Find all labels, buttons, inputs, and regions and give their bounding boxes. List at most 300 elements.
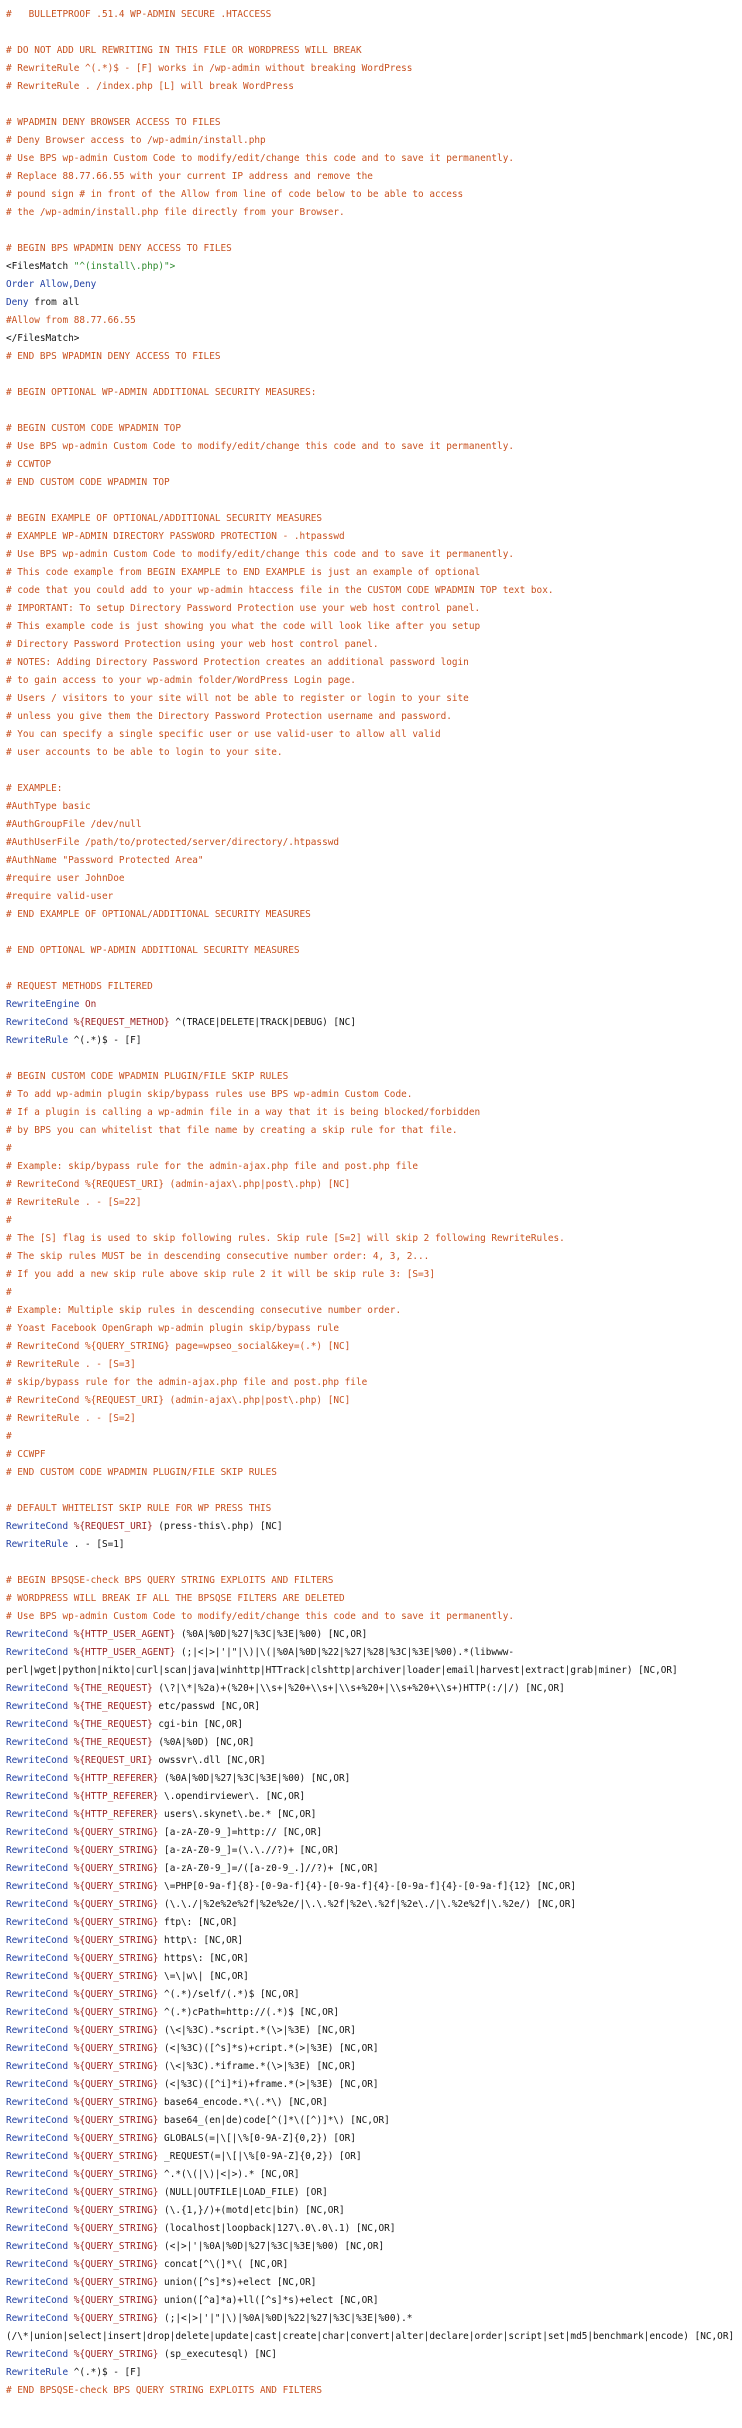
directive-keyword: RewriteCond — [6, 2169, 69, 2180]
directive-pattern: (sp_executesql) [NC] — [158, 2349, 277, 2360]
directive-pattern: https\: [NC,OR] — [158, 1953, 249, 1964]
comment-line — [6, 906, 738, 924]
comment-text: # END BPS WPADMIN DENY ACCESS TO FILES — [6, 351, 221, 362]
comment-line — [6, 348, 738, 366]
directive-keyword: RewriteCond — [6, 1917, 69, 1928]
directive-args: from all — [28, 297, 80, 308]
server-variable: %{THE_REQUEST} — [68, 1701, 153, 1712]
comment-text: #AuthGroupFile /dev/null — [6, 819, 142, 830]
rewrite-directive-line — [6, 1788, 738, 1806]
directive-pattern: [a-zA-Z0-9_]=(\.\.//?)+ [NC,OR] — [158, 1845, 340, 1856]
comment-line — [6, 510, 738, 528]
comment-line — [6, 168, 738, 186]
server-variable: %{HTTP_REFERER} — [68, 1773, 159, 1784]
blank-line — [6, 402, 738, 420]
directive-pattern: ^(.*)$ - [F] — [68, 2367, 142, 2378]
directive-keyword: RewriteCond — [6, 1971, 69, 1982]
server-variable: %{QUERY_STRING} — [68, 2025, 159, 2036]
server-variable: %{THE_REQUEST} — [68, 1683, 153, 1694]
rewrite-directive-line — [6, 1914, 738, 1932]
directive-pattern: ^(.*)$ - [F] — [68, 1035, 142, 1046]
comment-text: # END EXAMPLE OF OPTIONAL/ADDITIONAL SECURITY MEASURES — [6, 909, 311, 920]
comment-line — [6, 672, 738, 690]
server-variable: %{QUERY_STRING} — [68, 2241, 159, 2252]
directive-keyword: RewriteCond — [6, 2313, 69, 2324]
comment-line — [6, 1410, 738, 1428]
rewrite-directive-line — [6, 1716, 738, 1734]
directive-pattern: (\<|%3C).*iframe.*(\>|%3E) [NC,OR] — [158, 2061, 356, 2072]
rewrite-directive-line — [6, 1752, 738, 1770]
directive-keyword: RewriteRule — [6, 2367, 69, 2378]
rewrite-directive-line — [6, 1860, 738, 1878]
comment-line — [6, 1140, 738, 1158]
directive-pattern: ^.*(\(|\)|<|>).* [NC,OR] — [158, 2169, 300, 2180]
rewrite-directive-line — [6, 2202, 738, 2220]
directive-pattern: cgi-bin [NC,OR] — [152, 1719, 244, 1730]
directive-keyword: RewriteCond — [6, 2259, 69, 2270]
comment-line — [6, 78, 738, 96]
comment-text: #AuthUserFile /path/to/protected/server/directory/.htpasswd — [6, 837, 340, 848]
rewrite-engine-line — [6, 996, 738, 1014]
blank-line — [6, 762, 738, 780]
directive-keyword: RewriteCond — [6, 2061, 69, 2072]
code-line — [6, 330, 738, 348]
server-variable: %{QUERY_STRING} — [68, 2115, 159, 2126]
directive-keyword: RewriteCond — [6, 1935, 69, 1946]
comment-text: # Yoast Facebook OpenGraph wp-admin plugin skip/bypass rule — [6, 1323, 340, 1334]
directive-keyword: RewriteCond — [6, 1899, 69, 1910]
directive-pattern: concat[^\(]*\( [NC,OR] — [158, 2259, 289, 2270]
comment-text: # END CUSTOM CODE WPADMIN TOP — [6, 477, 170, 488]
rewrite-directive-line — [6, 2292, 738, 2310]
directive-pattern: . - [S=1] — [68, 1539, 125, 1550]
comment-line — [6, 780, 738, 798]
directive-pattern: (localhost|loopback|127\.0\.0\.1) [NC,OR] — [158, 2223, 396, 2234]
comment-line — [6, 1590, 738, 1608]
directive-keyword: RewriteCond — [6, 2007, 69, 2018]
comment-text: #AuthType basic — [6, 801, 91, 812]
rewrite-directive-line — [6, 1734, 738, 1752]
rewrite-directive-line — [6, 1878, 738, 1896]
rewrite-directive-line — [6, 1626, 738, 1644]
server-variable: %{QUERY_STRING} — [68, 2259, 159, 2270]
comment-text: #require user JohnDoe — [6, 873, 125, 884]
directive-pattern: ^(.*)/self/(.*)$ [NC,OR] — [158, 1989, 300, 2000]
comment-line — [6, 1446, 738, 1464]
rewrite-directive-line — [6, 1950, 738, 1968]
directive-pattern: GLOBALS(=|\[|\%[0-9A-Z]{0,2}) [OR] — [158, 2133, 356, 2144]
comment-line — [6, 1302, 738, 1320]
comment-text: # BEGIN EXAMPLE OF OPTIONAL/ADDITIONAL SECURITY MEASURES — [6, 513, 323, 524]
server-variable: %{QUERY_STRING} — [68, 1989, 159, 2000]
comment-line — [6, 204, 738, 222]
directive-keyword: RewriteCond — [6, 1521, 69, 1532]
directive-keyword: RewriteCond — [6, 2043, 69, 2054]
comment-line — [6, 1284, 738, 1302]
directive-pattern: union([^a]*a)+ll([^s]*s)+elect [NC,OR] — [158, 2295, 379, 2306]
directive-pattern: [a-zA-Z0-9_]=http:// [NC,OR] — [158, 1827, 323, 1838]
comment-line — [6, 384, 738, 402]
server-variable: %{QUERY_STRING} — [68, 1953, 159, 1964]
server-variable: %{REQUEST_URI} — [68, 1755, 153, 1766]
comment-text: # BEGIN CUSTOM CODE WPADMIN PLUGIN/FILE SKIP RULES — [6, 1071, 289, 1082]
rewrite-directive-line — [6, 2040, 738, 2058]
htaccess-code-listing — [6, 6, 738, 2400]
blank-line — [6, 1482, 738, 1500]
comment-line — [6, 942, 738, 960]
comment-text: # To add wp-admin plugin skip/bypass rules use BPS wp-admin Custom Code. — [6, 1089, 413, 1100]
comment-line — [6, 654, 738, 672]
comment-line — [6, 726, 738, 744]
server-variable: %{REQUEST_METHOD} — [68, 1017, 170, 1028]
server-variable: %{QUERY_STRING} — [68, 2043, 159, 2054]
comment-text: # RewriteRule . /index.php [L] will break WordPress — [6, 81, 294, 92]
comment-text: #require valid-user — [6, 891, 114, 902]
filesmatch-pattern: "^(install\.php)"> — [73, 261, 176, 272]
rewrite-directive-line — [6, 2058, 738, 2076]
comment-line — [6, 1572, 738, 1590]
comment-line — [6, 1122, 738, 1140]
comment-line — [6, 2382, 738, 2400]
comment-line — [6, 1176, 738, 1194]
rewrite-directive-line — [6, 2004, 738, 2022]
filesmatch-tag: <FilesMatch — [6, 261, 74, 272]
comment-line — [6, 546, 738, 564]
comment-line — [6, 1356, 738, 1374]
comment-line — [6, 1500, 738, 1518]
comment-line — [6, 690, 738, 708]
comment-text: # user accounts to be able to login to your site. — [6, 747, 283, 758]
directive-keyword: RewriteCond — [6, 1629, 69, 1640]
comment-text: # You can specify a single specific user or use valid-user to allow all valid — [6, 729, 441, 740]
rewrite-directive-line — [6, 1824, 738, 1842]
directive-keyword: RewriteCond — [6, 1701, 69, 1712]
comment-text: # RewriteCond %{QUERY_STRING} page=wpseo_social&key=(.*) [NC] — [6, 1341, 351, 1352]
comment-text: # Use BPS wp-admin Custom Code to modify/edit/change this code and to save it permanently. — [6, 1611, 514, 1622]
directive-keyword: RewriteCond — [6, 2205, 69, 2216]
comment-line — [6, 1068, 738, 1086]
directive-pattern: users\.skynet\.be.* [NC,OR] — [158, 1809, 317, 1820]
comment-text: # RewriteRule ^(.*)$ - [F] works in /wp-admin without breaking WordPress — [6, 63, 413, 74]
server-variable: %{QUERY_STRING} — [68, 2007, 159, 2018]
comment-text: # Users / visitors to your site will not be able to register or login to your site — [6, 693, 469, 704]
comment-line — [6, 834, 738, 852]
comment-line — [6, 1608, 738, 1626]
comment-line — [6, 582, 738, 600]
comment-line — [6, 528, 738, 546]
comment-text: # Deny Browser access to /wp-admin/install.php — [6, 135, 266, 146]
directive-keyword: RewriteCond — [6, 2241, 69, 2252]
comment-text: # RewriteRule . - [S=3] — [6, 1359, 136, 1370]
comment-text: # BEGIN BPSQSE-check BPS QUERY STRING EXPLOITS AND FILTERS — [6, 1575, 334, 1586]
rewrite-directive-line — [6, 2238, 738, 2256]
directive-line — [6, 276, 738, 294]
comment-line — [6, 1212, 738, 1230]
rewrite-directive-line — [6, 2220, 738, 2238]
comment-text: # — [6, 1431, 12, 1442]
directive-pattern: union([^s]*s)+elect [NC,OR] — [158, 2277, 317, 2288]
directive-keyword: RewriteCond — [6, 1773, 69, 1784]
blank-line — [6, 1050, 738, 1068]
directive-keyword: RewriteCond — [6, 1989, 69, 2000]
server-variable: %{THE_REQUEST} — [68, 1737, 153, 1748]
directive-pattern: ftp\: [NC,OR] — [158, 1917, 238, 1928]
server-variable: %{QUERY_STRING} — [68, 1881, 159, 1892]
rewrite-directive-line — [6, 1842, 738, 1860]
comment-line — [6, 1320, 738, 1338]
rewrite-directive-line — [6, 1032, 738, 1050]
directive-keyword: RewriteCond — [6, 1953, 69, 1964]
directive-keyword: RewriteCond — [6, 2115, 69, 2126]
rewrite-directive-line — [6, 1536, 738, 1554]
directive-keyword: RewriteEngine — [6, 999, 80, 1010]
directive-keyword: RewriteCond — [6, 1881, 69, 1892]
comment-text: # BEGIN CUSTOM CODE WPADMIN TOP — [6, 423, 181, 434]
blank-line — [6, 960, 738, 978]
code-line — [6, 1662, 738, 1680]
comment-text: # Use BPS wp-admin Custom Code to modify/edit/change this code and to save it permanently. — [6, 549, 514, 560]
rewrite-directive-line — [6, 1932, 738, 1950]
server-variable: %{QUERY_STRING} — [68, 1863, 159, 1874]
comment-line — [6, 6, 738, 24]
rewrite-directive-line — [6, 2310, 738, 2328]
rewrite-directive-line — [6, 2022, 738, 2040]
comment-text: # This code example from BEGIN EXAMPLE to END EXAMPLE is just an example of optional — [6, 567, 481, 578]
directive-pattern: http\: [NC,OR] — [158, 1935, 244, 1946]
comment-text: # CCWPF — [6, 1449, 46, 1460]
directive-pattern: [a-zA-Z0-9_]=/([a-z0-9_.]//?)+ [NC,OR] — [158, 1863, 379, 1874]
comment-line — [6, 744, 738, 762]
comment-text: # Use BPS wp-admin Custom Code to modify/edit/change this code and to save it permanently. — [6, 153, 514, 164]
rewrite-directive-line — [6, 1680, 738, 1698]
blank-line — [6, 492, 738, 510]
directive-pattern: (\.{1,}/)+(motd|etc|bin) [NC,OR] — [158, 2205, 345, 2216]
comment-line — [6, 636, 738, 654]
directive-pattern: (press-this\.php) [NC] — [152, 1521, 283, 1532]
server-variable: %{QUERY_STRING} — [68, 2205, 159, 2216]
rewrite-directive-line — [6, 2274, 738, 2292]
comment-line — [6, 1428, 738, 1446]
comment-line — [6, 708, 738, 726]
server-variable: %{QUERY_STRING} — [68, 2169, 159, 2180]
comment-line — [6, 474, 738, 492]
comment-line — [6, 600, 738, 618]
directive-keyword: Order Allow,Deny — [6, 279, 97, 290]
server-variable: %{QUERY_STRING} — [68, 2079, 159, 2090]
comment-line — [6, 1266, 738, 1284]
comment-text: # RewriteCond %{REQUEST_URI} (admin-ajax\.php|post\.php) [NC] — [6, 1179, 351, 1190]
comment-line — [6, 1104, 738, 1122]
comment-text: # Replace 88.77.66.55 with your current IP address and remove the — [6, 171, 373, 182]
directive-pattern: \.opendirviewer\. [NC,OR] — [158, 1791, 306, 1802]
comment-text: # BEGIN BPS WPADMIN DENY ACCESS TO FILES — [6, 243, 232, 254]
comment-text: # BEGIN OPTIONAL WP-ADMIN ADDITIONAL SECURITY MEASURES: — [6, 387, 317, 398]
rewrite-directive-line — [6, 2130, 738, 2148]
comment-text: # The skip rules MUST be in descending consecutive number order: 4, 3, 2... — [6, 1251, 430, 1262]
directive-keyword: RewriteCond — [6, 1809, 69, 1820]
server-variable: %{HTTP_REFERER} — [68, 1791, 159, 1802]
comment-text: # BULLETPROOF .51.4 WP-ADMIN SECURE .HTACCESS — [6, 9, 272, 20]
rewrite-directive-line — [6, 1014, 738, 1032]
comment-text: #Allow from 88.77.66.55 — [6, 315, 136, 326]
rewrite-directive-line — [6, 1806, 738, 1824]
comment-text: # Directory Password Protection using your web host control panel. — [6, 639, 379, 650]
directive-pattern: (%0A|%0D|%27|%3C|%3E|%00) [NC,OR] — [175, 1629, 368, 1640]
directive-pattern: (<|%3C)([^i]*i)+frame.*(>|%3E) [NC,OR] — [158, 2079, 379, 2090]
directive-keyword: RewriteCond — [6, 2097, 69, 2108]
server-variable: %{QUERY_STRING} — [68, 2097, 159, 2108]
directive-line — [6, 294, 738, 312]
directive-keyword: RewriteCond — [6, 2349, 69, 2360]
directive-keyword: RewriteCond — [6, 1791, 69, 1802]
rewrite-directive-line — [6, 2094, 738, 2112]
code-text: </FilesMatch> — [6, 333, 80, 344]
blank-line — [6, 24, 738, 42]
comment-text: # DEFAULT WHITELIST SKIP RULE FOR WP PRESS THIS — [6, 1503, 272, 1514]
server-variable: %{QUERY_STRING} — [68, 2295, 159, 2306]
comment-text: # pound sign # in front of the Allow from line of code below to be able to access — [6, 189, 464, 200]
directive-keyword: RewriteRule — [6, 1539, 69, 1550]
directive-pattern: base64_(en|de)code[^(]*\([^)]*\) [NC,OR] — [158, 2115, 390, 2126]
rewrite-directive-line — [6, 2256, 738, 2274]
comment-text: # EXAMPLE WP-ADMIN DIRECTORY PASSWORD PROTECTION - .htpasswd — [6, 531, 345, 542]
server-variable: %{QUERY_STRING} — [68, 2061, 159, 2072]
comment-line — [6, 564, 738, 582]
comment-line — [6, 438, 738, 456]
comment-line — [6, 618, 738, 636]
comment-text: # to gain access to your wp-admin folder/WordPress Login page. — [6, 675, 356, 686]
comment-line — [6, 888, 738, 906]
comment-line — [6, 1230, 738, 1248]
rewrite-directive-line — [6, 2076, 738, 2094]
directive-pattern: base64_encode.*\(.*\) [NC,OR] — [158, 2097, 328, 2108]
comment-text: # If you add a new skip rule above skip rule 2 it will be skip rule 3: [S=3] — [6, 1269, 435, 1280]
server-variable: %{QUERY_STRING} — [68, 1899, 159, 1910]
directive-keyword: RewriteCond — [6, 2079, 69, 2090]
directive-pattern: \=\|w\| [NC,OR] — [158, 1971, 249, 1982]
directive-pattern: _REQUEST(=|\[|\%[0-9A-Z]{0,2}) [OR] — [158, 2151, 362, 2162]
comment-text: # WORDPRESS WILL BREAK IF ALL THE BPSQSE FILTERS ARE DELETED — [6, 1593, 345, 1604]
comment-text: # RewriteRule . - [S=2] — [6, 1413, 136, 1424]
directive-pattern: (\.\./|%2e%2e%2f|%2e%2e/|\.\.%2f|%2e\.%2f|%2e\./|\.%2e%2f|\.%2e/) [NC,OR] — [158, 1899, 577, 1910]
directive-keyword: RewriteCond — [6, 1647, 69, 1658]
rewrite-directive-line — [6, 2148, 738, 2166]
comment-line — [6, 852, 738, 870]
rewrite-directive-line — [6, 1986, 738, 2004]
server-variable: %{QUERY_STRING} — [68, 2151, 159, 2162]
directive-pattern: ^(.*)cPath=http://(.*)$ [NC,OR] — [158, 2007, 340, 2018]
comment-text: # REQUEST METHODS FILTERED — [6, 981, 153, 992]
comment-line — [6, 114, 738, 132]
comment-line — [6, 1374, 738, 1392]
directive-keyword: RewriteCond — [6, 2133, 69, 2144]
blank-line — [6, 1554, 738, 1572]
server-variable: %{QUERY_STRING} — [68, 1935, 159, 1946]
directive-keyword: Deny — [6, 297, 29, 308]
blank-line — [6, 924, 738, 942]
server-variable: %{QUERY_STRING} — [68, 2277, 159, 2288]
directive-keyword: RewriteCond — [6, 2025, 69, 2036]
server-variable: %{REQUEST_URI} — [68, 1521, 153, 1532]
server-variable: %{HTTP_REFERER} — [68, 1809, 159, 1820]
server-variable: %{HTTP_USER_AGENT} — [68, 1647, 176, 1658]
server-variable: %{QUERY_STRING} — [68, 2223, 159, 2234]
directive-keyword: RewriteCond — [6, 1827, 69, 1838]
directive-keyword: RewriteCond — [6, 2277, 69, 2288]
comment-line — [6, 132, 738, 150]
comment-text: # — [6, 1215, 12, 1226]
comment-line — [6, 240, 738, 258]
comment-text: # Example: Multiple skip rules in descending consecutive number order. — [6, 1305, 402, 1316]
directive-pattern: (\<|%3C).*script.*(\>|%3E) [NC,OR] — [158, 2025, 356, 2036]
comment-line — [6, 456, 738, 474]
comment-text: # by BPS you can whitelist that file name by creating a skip rule for that file. — [6, 1125, 458, 1136]
comment-text: # If a plugin is calling a wp-admin file in a way that it is being blocked/forbidden — [6, 1107, 481, 1118]
blank-line — [6, 366, 738, 384]
rewrite-directive-line — [6, 2166, 738, 2184]
directive-keyword: RewriteCond — [6, 2187, 69, 2198]
directive-keyword: RewriteCond — [6, 1863, 69, 1874]
directive-pattern: (NULL|OUTFILE|LOAD_FILE) [OR] — [158, 2187, 328, 2198]
directive-pattern: (\?|\*|%2a)+(%20+|\\s+|%20+\\s+|\\s+%20+|\\s+%20+\\s+)HTTP(:/|/) [NC,OR] — [152, 1683, 565, 1694]
directive-keyword: RewriteCond — [6, 1737, 69, 1748]
directive-keyword: RewriteCond — [6, 1755, 69, 1766]
server-variable: %{HTTP_USER_AGENT} — [68, 1629, 176, 1640]
comment-text: # The [S] flag is used to skip following rules. Skip rule [S=2] will skip 2 following RewriteRules. — [6, 1233, 565, 1244]
code-line — [6, 2328, 738, 2346]
server-variable: %{THE_REQUEST} — [68, 1719, 153, 1730]
directive-pattern: \=PHP[0-9a-f]{8}-[0-9a-f]{4}-[0-9a-f]{4}-[0-9a-f]{4}-[0-9a-f]{12} [NC,OR] — [158, 1881, 577, 1892]
comment-text: # NOTES: Adding Directory Password Protection creates an additional password login — [6, 657, 469, 668]
comment-line — [6, 60, 738, 78]
code-text: (/\*|union|select|insert|drop|delete|update|cast|create|char|convert|alter|declare|order|script|set|md5|benchmark|encode) [NC,OR] — [6, 2331, 735, 2342]
directive-keyword: RewriteCond — [6, 1017, 69, 1028]
comment-line — [6, 1086, 738, 1104]
comment-text: # END BPSQSE-check BPS QUERY STRING EXPLOITS AND FILTERS — [6, 2385, 323, 2396]
comment-text: # Use BPS wp-admin Custom Code to modify/edit/change this code and to save it permanently. — [6, 441, 514, 452]
comment-line — [6, 420, 738, 438]
comment-text: # This example code is just showing you what the code will look like after you setup — [6, 621, 481, 632]
server-variable: %{QUERY_STRING} — [68, 2313, 159, 2324]
comment-line — [6, 1392, 738, 1410]
directive-keyword: RewriteCond — [6, 1719, 69, 1730]
comment-text: # Example: skip/bypass rule for the admin-ajax.php file and post.php file — [6, 1161, 419, 1172]
comment-text: # WPADMIN DENY BROWSER ACCESS TO FILES — [6, 117, 221, 128]
comment-line — [6, 312, 738, 330]
rewrite-directive-line — [6, 1968, 738, 1986]
comment-line — [6, 150, 738, 168]
comment-text: # RewriteRule . - [S=22] — [6, 1197, 142, 1208]
directive-pattern: (<|%3C)([^s]*s)+cript.*(>|%3E) [NC,OR] — [158, 2043, 379, 2054]
rewrite-directive-line — [6, 1644, 738, 1662]
comment-line — [6, 1158, 738, 1176]
comment-text: # unless you give them the Directory Password Protection username and password. — [6, 711, 452, 722]
directive-keyword: RewriteRule — [6, 1035, 69, 1046]
comment-text: # DO NOT ADD URL REWRITING IN THIS FILE OR WORDPRESS WILL BREAK — [6, 45, 362, 56]
rewrite-directive-line — [6, 2364, 738, 2382]
directive-pattern: (<|>|'|%0A|%0D|%27|%3C|%3E|%00) [NC,OR] — [158, 2241, 385, 2252]
directive-pattern: etc/passwd [NC,OR] — [152, 1701, 261, 1712]
directive-pattern: ^(TRACE|DELETE|TRACK|DEBUG) [NC] — [169, 1017, 356, 1028]
comment-line — [6, 1194, 738, 1212]
comment-text: # code that you could add to your wp-admin htaccess file in the CUSTOM CODE WPADMIN TOP text box. — [6, 585, 554, 596]
directive-pattern: owssvr\.dll [NC,OR] — [152, 1755, 266, 1766]
comment-line — [6, 978, 738, 996]
rewrite-directive-line — [6, 2112, 738, 2130]
server-variable: %{QUERY_STRING} — [68, 2349, 159, 2360]
comment-text: #AuthName "Password Protected Area" — [6, 855, 204, 866]
directive-pattern: (;|<|>|'|"|\)|%0A|%0D|%22|%27|%3C|%3E|%00).* — [158, 2313, 413, 2324]
